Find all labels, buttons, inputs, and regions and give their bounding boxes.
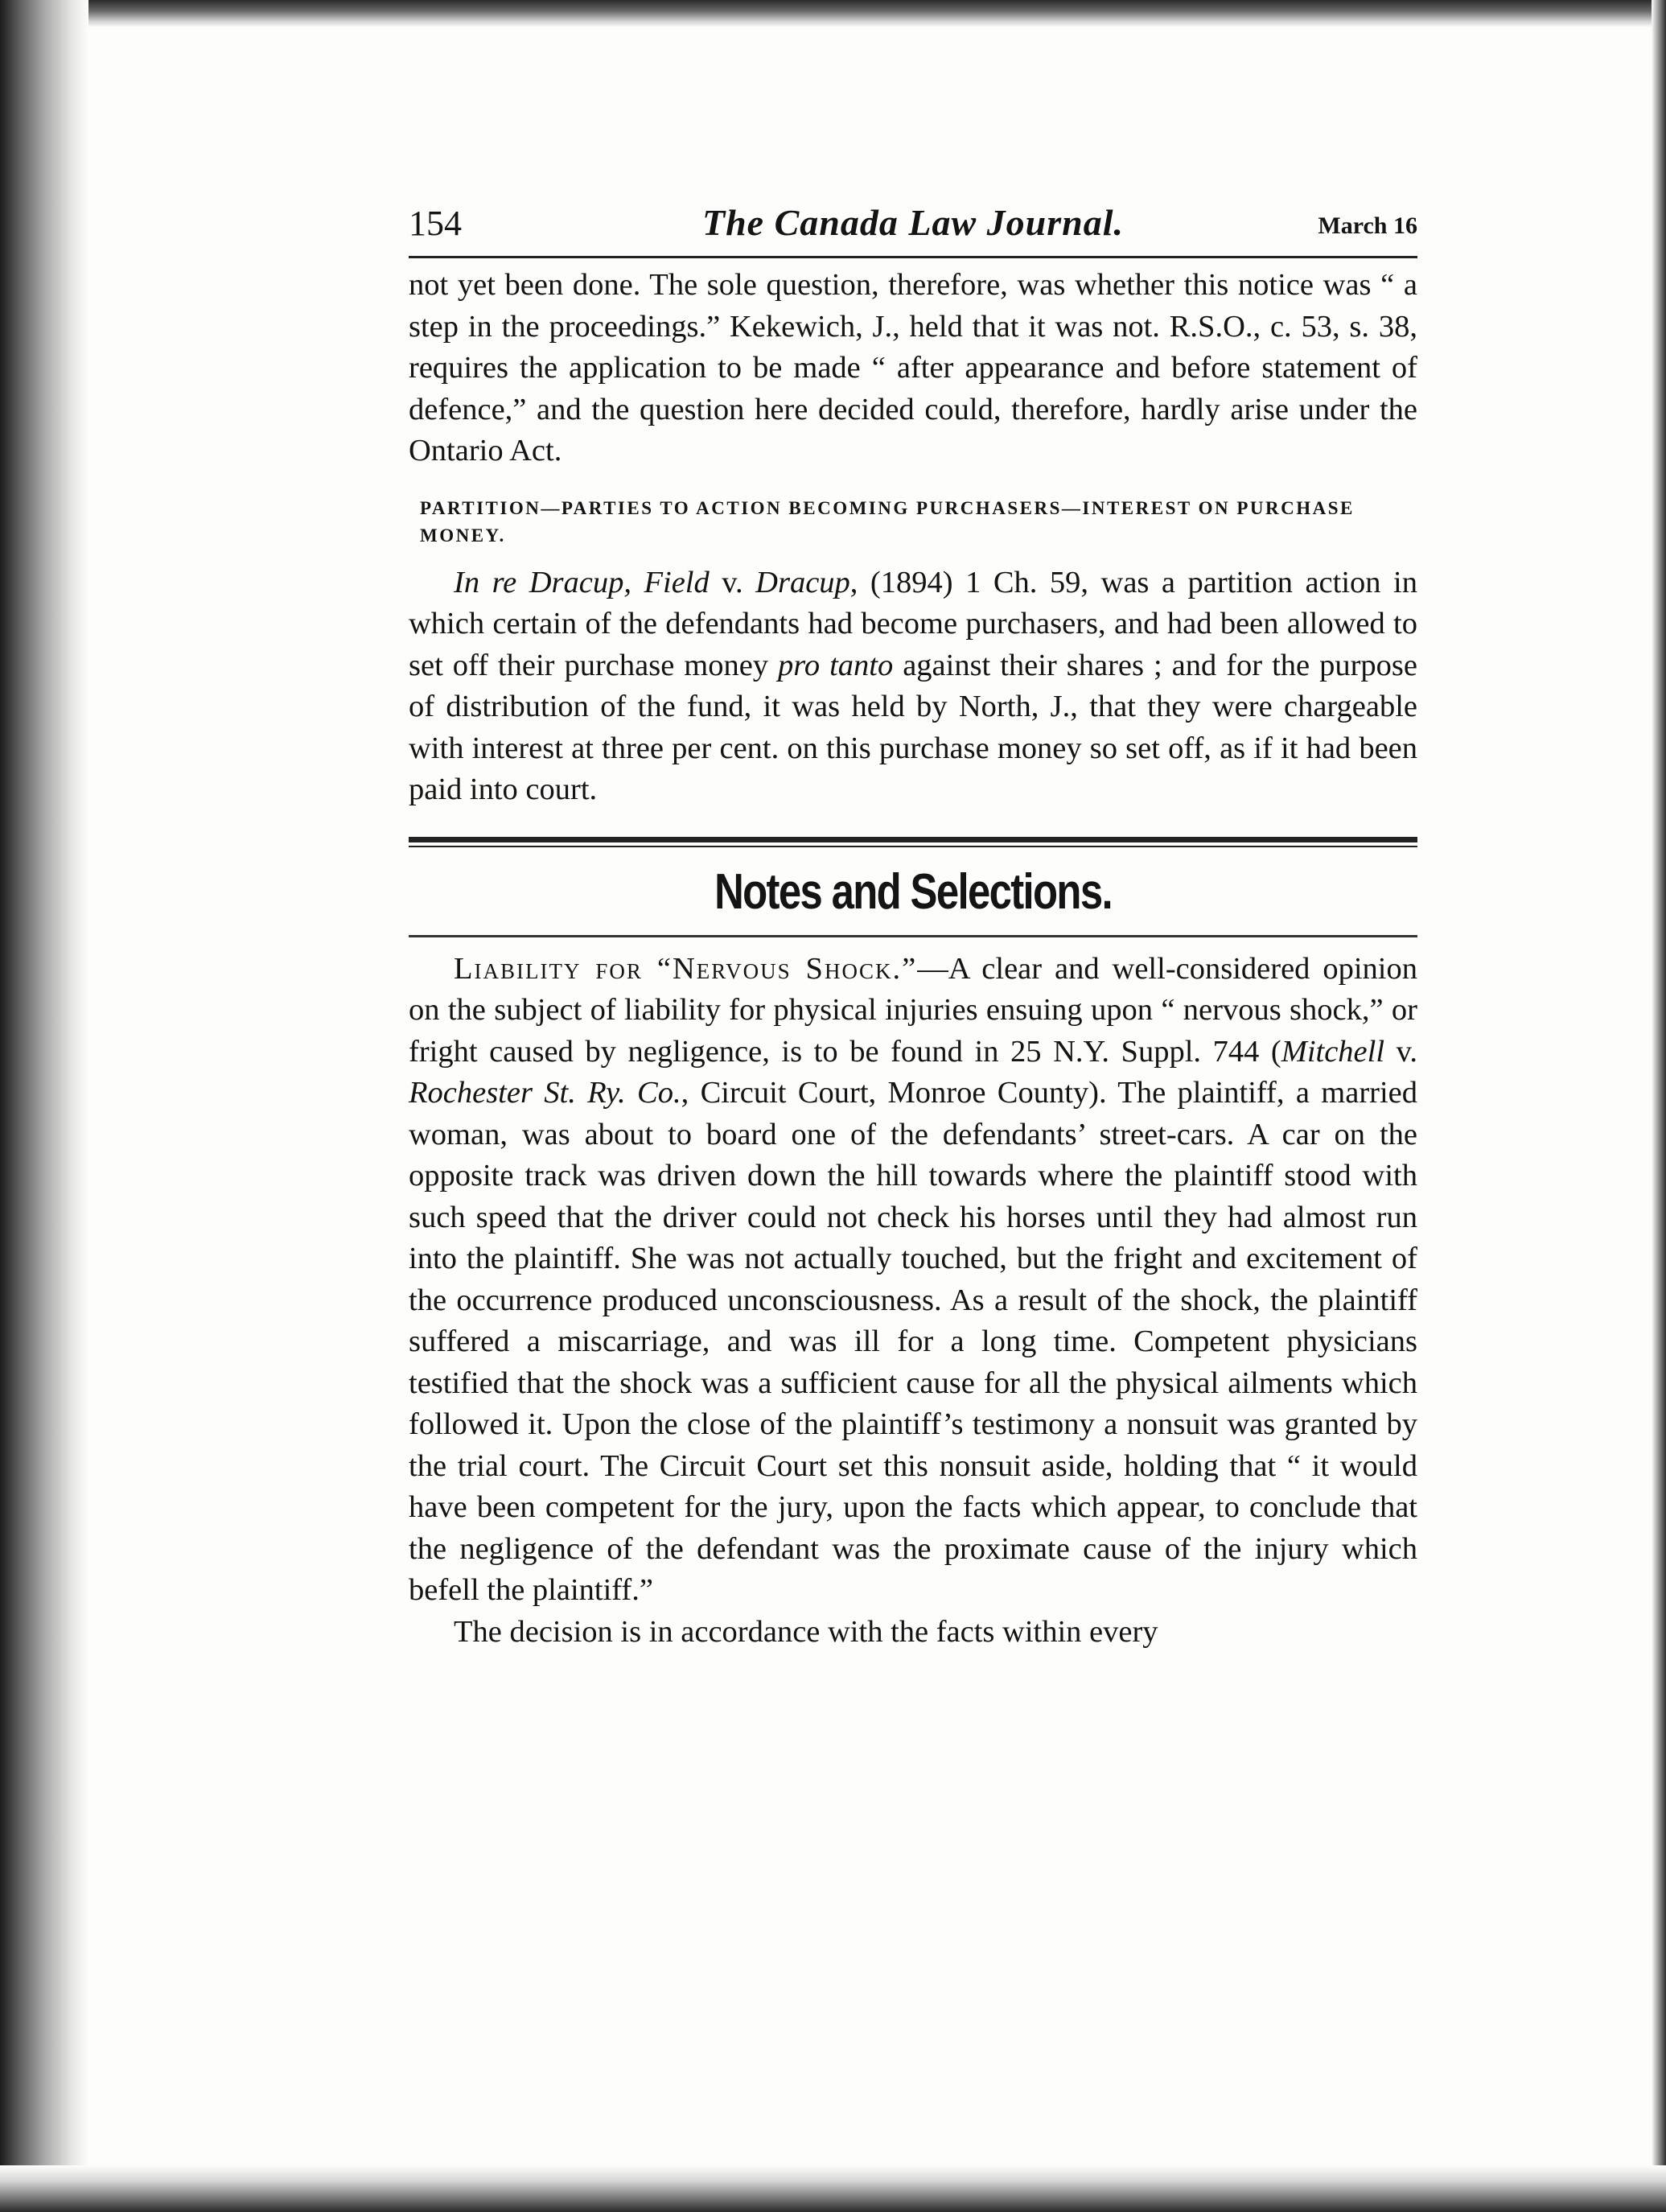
section-heading: PARTITION—PARTIES TO ACTION BECOMING PURCHASERS—INTEREST ON PURCHASE MONEY. xyxy=(420,497,1355,546)
scan-border-left xyxy=(0,0,88,2212)
nervous-shock-paragraph xyxy=(409,949,1417,1612)
lead-heading: Liability for “Nervous Shock.” xyxy=(454,951,918,986)
double-rule-divider xyxy=(409,837,1417,847)
case-versus-2: v. xyxy=(1384,1034,1417,1069)
partition-text-after: against their shares ; and for the purpose of distribution of the fund, it was held by North, J., that they were chargeable with interest at three per cent. on this purchase money so set off, as if it had been paid into court. xyxy=(409,648,1417,806)
notes-section-title: Notes and Selections. xyxy=(714,863,1112,920)
latin-phrase: pro tanto xyxy=(778,648,894,682)
case-rochester: Rochester St. Ry. Co. xyxy=(409,1076,681,1110)
nervous-shock-text-1: —A clear and well-considered opinion on the subject of liability for physical injuries ensuing upon “ nervous shock,” or fright caused by negligence, is to be found in 25 N.Y. Suppl. 744 ( xyxy=(409,951,1417,1069)
thin-rule xyxy=(409,846,1417,847)
journal-title: The Canada Law Journal. xyxy=(702,202,1124,243)
partition-text-before: , (1894) 1 Ch. 59, was a partition action in which certain of the defendants had become purchasers, and had been allowed to set off their purchase money xyxy=(409,565,1418,682)
thick-rule xyxy=(409,837,1417,842)
case-citation-party: Dracup xyxy=(755,565,850,599)
issue-date: March 16 xyxy=(1318,212,1417,239)
page-header xyxy=(409,203,1417,258)
single-rule-divider xyxy=(409,935,1417,937)
journal-page xyxy=(409,203,1417,1653)
scan-border-right xyxy=(1652,0,1666,2212)
page-number: 154 xyxy=(409,204,462,243)
case-mitchell: Mitchell xyxy=(1281,1034,1385,1069)
case-citation-name: In re Dracup, Field xyxy=(454,565,710,599)
scan-border-bottom xyxy=(0,2165,1666,2212)
partition-case-paragraph xyxy=(409,562,1417,811)
continued-paragraph: not yet been done. The sole question, therefore, was whether this notice was “ a step in the proceedings.” Kekewich, J., held that it was not. R.S.O., c. 53, s. 38, requires the application to be made “ after appearance and before statement of defence,” and the question here decided could, therefore, hardly arise under the Ontario Act. xyxy=(409,268,1417,468)
nervous-shock-text-2: , Circuit Court, Monroe County). The plaintiff, a married woman, was about to board one of the defendants’ street-cars. A car on the opposite track was driven down the hill towards where the plaintiff stood with such speed that the driver could not check his horses until they had almost run into the plaintiff. She was not actually touched, but the fright and excitement of the occurrence produced unconsciousness. As a result of the shock, the plaintiff suffered a miscarriage, and was ill for a long time. Competent physicians testified that the shock was a sufficient cause for all the physical ailments which followed it. Upon the close of the plaintiff’s testimony a nonsuit was granted by the trial court. The Circuit Court set this nonsuit aside, holding that “ it would have been competent for the jury, upon the facts which appear, to conclude that the negligence of the defendant was the proximate cause of the injury which befell the plaintiff.” xyxy=(409,1076,1417,1607)
closing-line: The decision is in accordance with the facts within every xyxy=(454,1614,1158,1649)
scan-border-top xyxy=(0,0,1666,27)
case-versus: v. xyxy=(709,565,756,599)
